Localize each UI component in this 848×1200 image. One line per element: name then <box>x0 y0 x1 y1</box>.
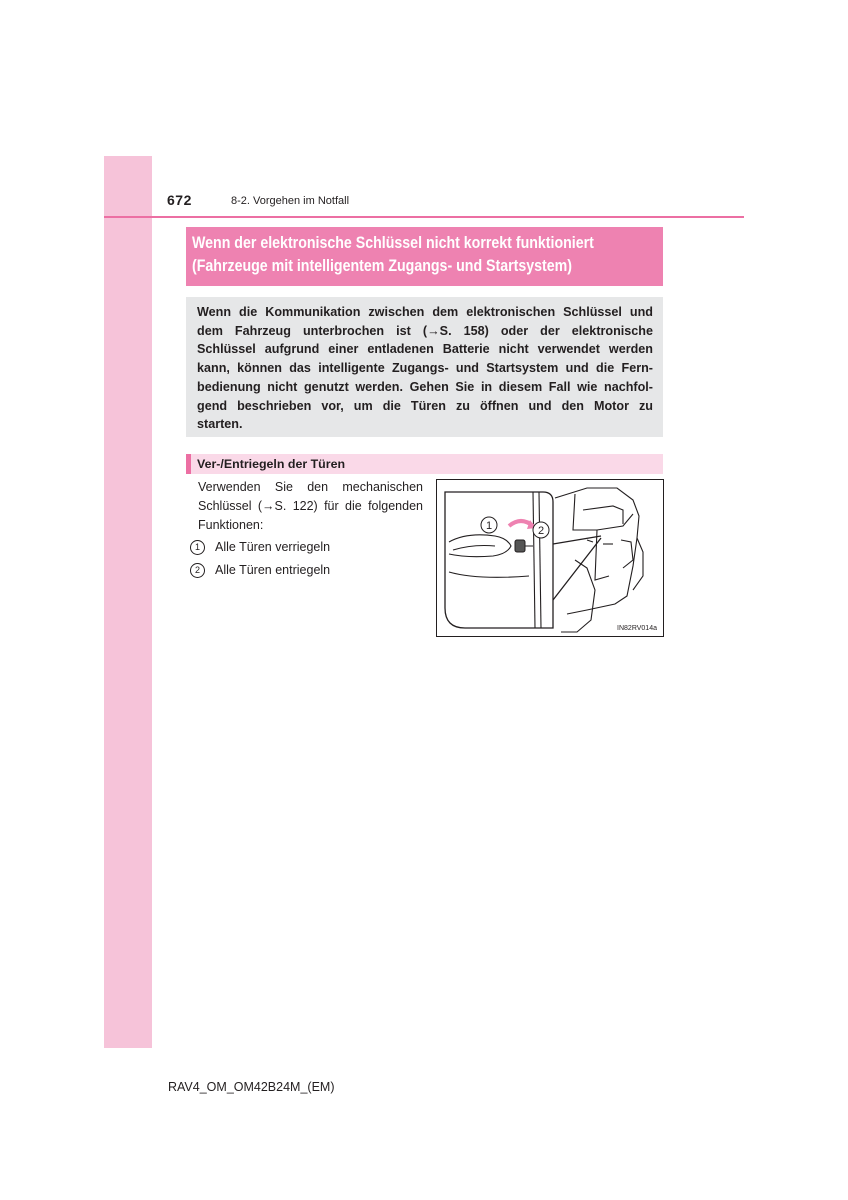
list-item-label: Alle Türen entriegeln <box>215 563 331 577</box>
intro-line: gend beschrieben vor, um die Türen zu öffnen und den Motor zu <box>197 398 653 413</box>
intro-line: kann, können das intelligente Zugangs- und Startsystem und die Fern- <box>197 361 653 376</box>
intro-line: dem Fahrzeug unterbrochen ist (→S. 158) oder der elektronische <box>197 323 653 338</box>
side-chapter-tab <box>104 156 152 1048</box>
zoom-callout <box>445 492 601 628</box>
para-line: Verwenden Sie den mechanischen <box>198 480 423 494</box>
list-item-unlock <box>190 562 330 578</box>
intro-line: starten. <box>197 417 243 432</box>
list-item-lock <box>190 539 330 555</box>
title-line-1: Wenn der elektronische Schlüssel nicht korrekt funktioniert <box>192 234 594 252</box>
subsection-heading-bar <box>186 454 191 474</box>
car-outline <box>555 488 643 632</box>
subsection-paragraph <box>198 478 423 535</box>
intro-line: Wenn die Kommunikation zwischen dem elektronischen Schlüssel und <box>197 305 653 319</box>
number-circle-icon: 2 <box>190 563 205 578</box>
door-lock-illustration <box>436 479 664 637</box>
footer-model-code: RAV4_OM_OM42B24M_(EM) <box>168 1080 335 1094</box>
list-item-label: Alle Türen verriegeln <box>215 540 331 554</box>
section-reference: 8-2. Vorgehen im Notfall <box>231 195 350 207</box>
intro-line: Schlüssel aufgrund einer entladenen Batterie nicht verwendet werden <box>197 342 653 357</box>
header-divider <box>104 216 744 218</box>
title-line-2: (Fahrzeuge mit intelligentem Zugangs- und Startsystem) <box>192 257 573 275</box>
page-number: 672 <box>167 192 192 208</box>
callout-label-2: 2 <box>537 525 545 537</box>
number-circle-icon: 1 <box>190 540 205 555</box>
section-title-box <box>186 227 663 286</box>
intro-box <box>186 297 663 437</box>
subsection-heading: Ver-/Entriegeln der Türen <box>186 454 663 474</box>
callout-label-1: 1 <box>485 520 493 532</box>
car-door-key-drawing <box>437 480 663 636</box>
intro-line: bedienung nicht genutzt werden. Gehen Sie in diesem Fall wie nachfol- <box>197 379 653 394</box>
figure-id: IN82RV014a <box>617 625 657 632</box>
para-line: Schlüssel (→S. 122) für die folgenden <box>198 499 423 513</box>
para-line: Funktionen: <box>198 518 264 532</box>
